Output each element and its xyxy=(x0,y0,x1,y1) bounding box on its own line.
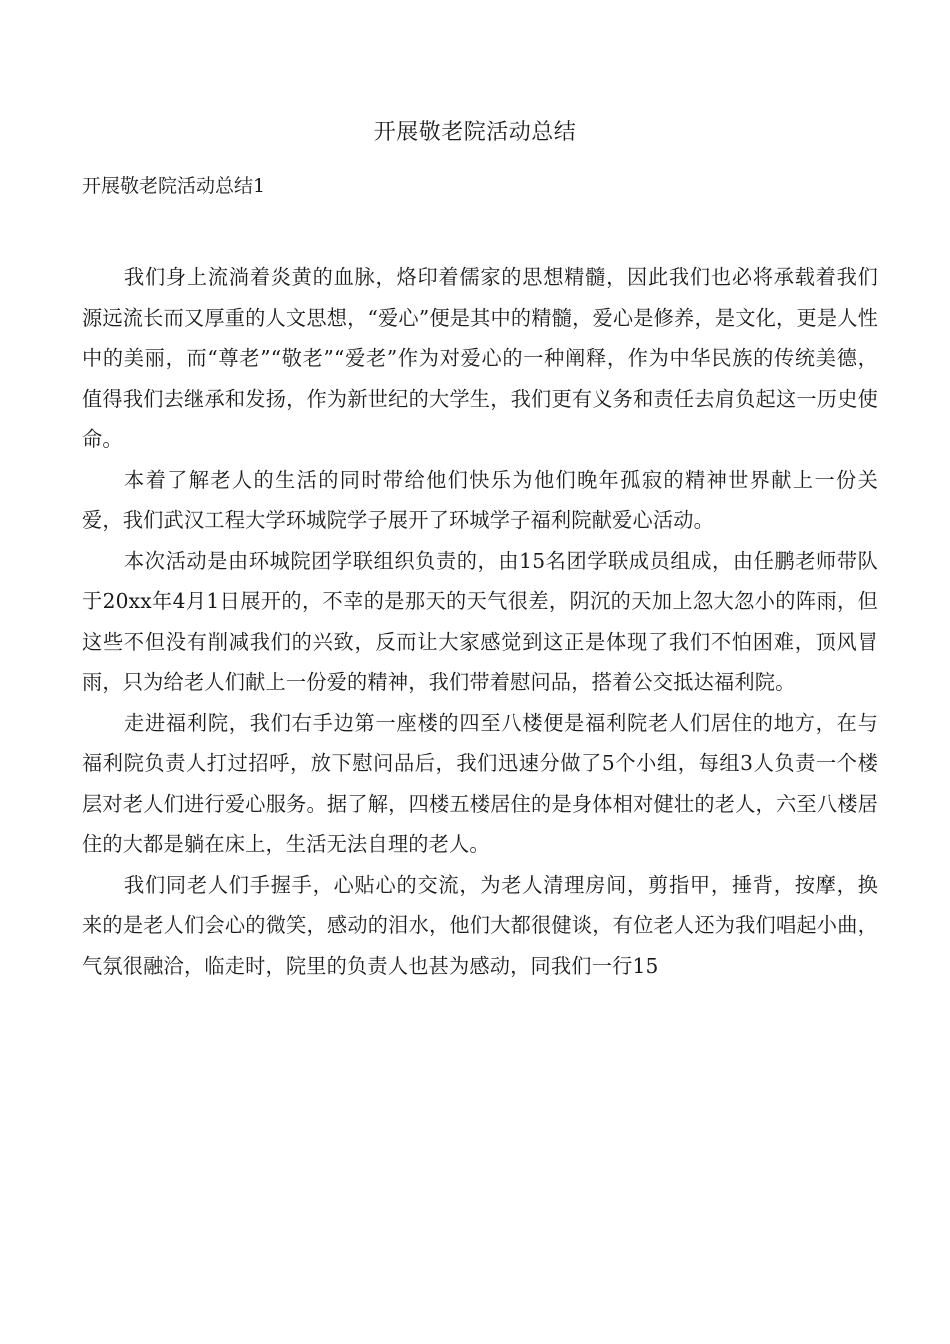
document-body xyxy=(82,257,878,986)
paragraph: 走进福利院，我们右手边第一座楼的四至八楼便是福利院老人们居住的地方，在与福利院负责人打过招呼，放下慰问品后，我们迅速分做了5个小组，每组3人负责一个楼层对老人们进行爱心服务。据了解，四楼五楼居住的是身体相对健壮的老人，六至八楼居住的大都是躺在床上，生活无法自理的老人。 xyxy=(82,710,878,856)
paragraph: 本次活动是由环城院团学联组织负责的，由15名团学联成员组成，由任鹏老师带队于20xx年4月1日展开的，不幸的是那天的天气很差，阴沉的天加上忽大忽小的阵雨，但这些不但没有削减我们的兴致，反而让大家感觉到这正是体现了我们不怕困难，顶风冒雨，只为给老人们献上一份爱的精神，我们带着慰问品，搭着公交抵达福利院。 xyxy=(82,548,878,694)
paragraph: 本着了解老人的生活的同时带给他们快乐为他们晚年孤寂的精神世界献上一份关爱，我们武汉工程大学环城院学子展开了环城学子福利院献爱心活动。 xyxy=(82,467,878,532)
paragraph: 我们身上流淌着炎黄的血脉，烙印着儒家的思想精髓，因此我们也必将承载着我们源远流长而又厚重的人文思想，“爱心”便是其中的精髓，爱心是修养，是文化，更是人性中的美丽，而“尊老”“敬老”“爱老”作为对爱心的一种阐释，作为中华民族的传统美德，值得我们去继承和发扬，作为新世纪的大学生，我们更有义务和责任去肩负起这一历史使命。 xyxy=(82,265,878,451)
document-title: 开展敬老院活动总结 xyxy=(373,120,577,145)
document-subtitle: 开展敬老院活动总结1 xyxy=(82,175,266,197)
paragraph: 我们同老人们手握手，心贴心的交流，为老人清理房间，剪指甲，捶背，按摩，换来的是老人们会心的微笑，感动的泪水，他们大都很健谈，有位老人还为我们唱起小曲，气氛很融洽，临走时，院里的负责人也甚为感动，同我们一行15 xyxy=(82,872,878,978)
